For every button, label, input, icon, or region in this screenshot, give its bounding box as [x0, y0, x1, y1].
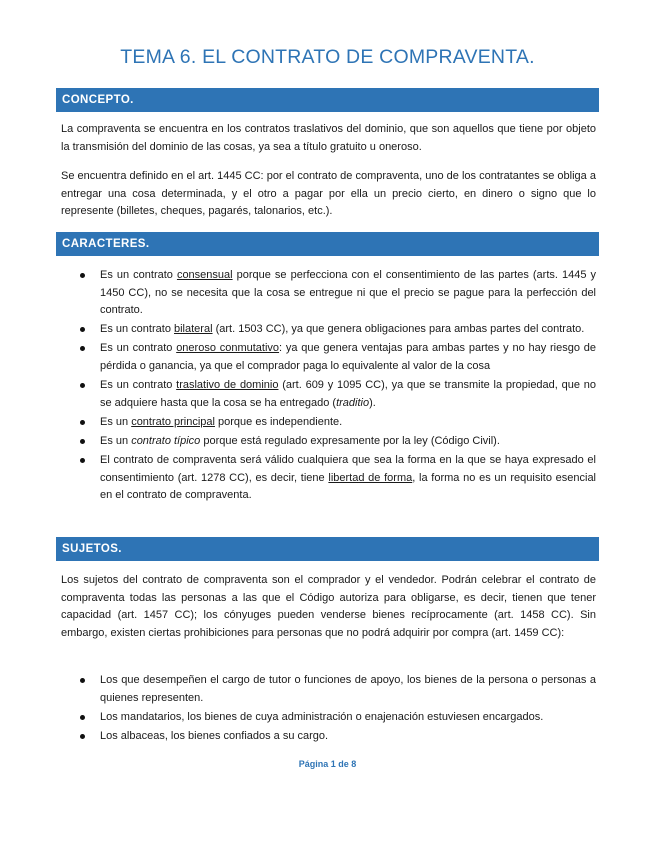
list-item: Los albaceas, los bienes confiados a su cargo.	[61, 728, 596, 746]
key-term: traslativo de dominio	[176, 379, 279, 392]
concepto-paragraph-1: La compraventa se encuentra en los contratos traslativos del dominio, que son aquellos que tiene por objeto la transmisión del dominio de las cosas, ya sea a título gratuito u oneroso.	[61, 123, 596, 153]
list-item: El contrato de compraventa será válido cualquiera que sea la forma en la que se haya expresado el consentimiento (art. 1278 CC), es decir, tiene libertad de forma, la forma no es un requisito esencial en el contrato de compraventa.	[61, 452, 596, 505]
list-item: Es un contrato consensual porque se perfecciona con el consentimiento de las partes (arts. 1445 y 1450 CC), no se necesita que la cosa se entregue ni que el precio se pague para la perfección del contrato.	[61, 267, 596, 320]
key-term: bilateral	[174, 323, 213, 336]
sujetos-list	[61, 672, 596, 747]
key-term: contrato típico	[131, 434, 201, 447]
sujetos-paragraph-1: Los sujetos del contrato de compraventa son el comprador y el vendedor. Podrán celebrar el contrato de compraventa todas las personas a las que el Código autoriza para obligarse, es decir, tienen que tener capacidad (art. 1457 CC); los cónyuges pueden venderse bienes recíprocamente (art. 1458 CC). Sin embargo, existen ciertas prohibiciones para personas que no podrá adquirir por compra (art. 1459 CC):	[61, 574, 596, 639]
caracteres-list	[61, 267, 596, 506]
page-number: Página 1 de 8	[298, 759, 357, 769]
section-heading-caracteres: CARACTERES.	[56, 232, 599, 256]
list-item: Es un contrato principal porque es independiente.	[61, 414, 596, 432]
list-item: Los que desempeñen el cargo de tutor o funciones de apoyo, los bienes de la persona o personas a quienes representen.	[61, 672, 596, 707]
list-item: Es un contrato típico porque está regulado expresamente por la ley (Código Civil).	[61, 433, 596, 451]
list-item: Es un contrato bilateral (art. 1503 CC), ya que genera obligaciones para ambas partes del contrato.	[61, 321, 596, 339]
page-title: TEMA 6. EL CONTRATO DE COMPRAVENTA.	[120, 46, 535, 68]
key-term: contrato principal	[131, 415, 215, 428]
list-item: Es un contrato traslativo de dominio (art. 609 y 1095 CC), ya que se transmite la propiedad, que no se adquiere hasta que la cosa se ha entregado (traditio).	[61, 377, 596, 412]
concepto-paragraph-2: Se encuentra definido en el art. 1445 CC: por el contrato de compraventa, uno de los contratantes se obliga a entregar una cosa determinada, y el otro a pagar por ella un precio cierto, en dinero o signo que lo represente (billetes, cheques, pagarés, talonarios, etc.).	[61, 170, 596, 218]
key-term: consensual	[176, 269, 233, 281]
key-term: oneroso conmutativo	[176, 342, 280, 355]
section-heading-concepto: CONCEPTO.	[56, 88, 599, 112]
list-item: Es un contrato oneroso conmutativo: ya que genera ventajas para ambas partes y no hay riesgo de pérdida o ganancia, ya que el comprador paga lo equivalente al valor de la cosa	[61, 340, 596, 375]
key-term: libertad de forma	[328, 471, 413, 484]
section-heading-sujetos: SUJETOS.	[56, 537, 599, 561]
list-item: Los mandatarios, los bienes de cuya administración o enajenación estuviesen encargados.	[61, 709, 596, 727]
